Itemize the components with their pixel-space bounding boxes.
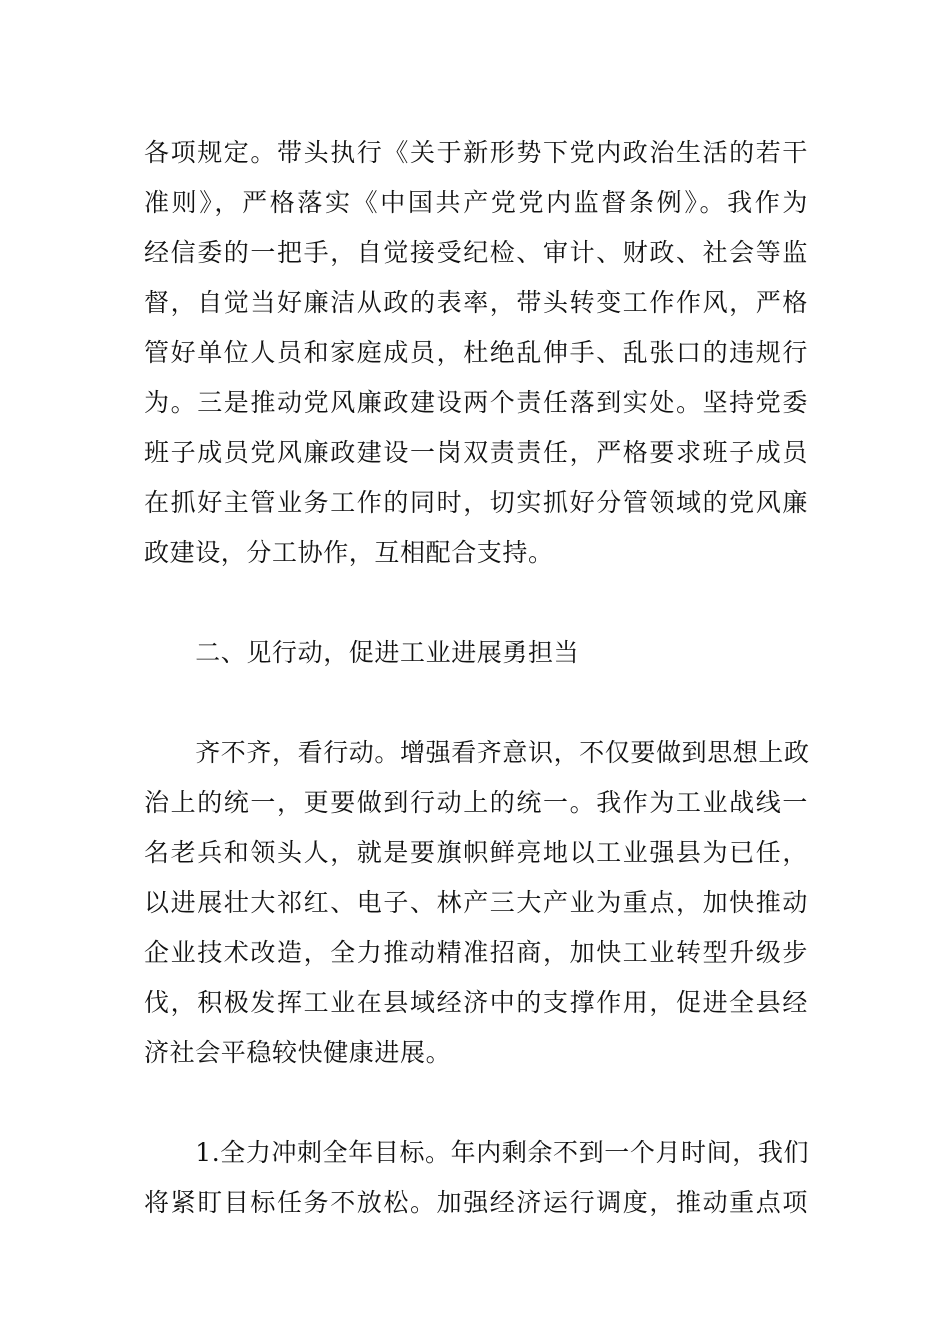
paragraph-line: 在抓好主管业务工作的同时，切实抓好分管领域的党风廉 <box>144 488 808 517</box>
paragraph-spacer <box>144 678 808 728</box>
paragraph-spacer <box>144 1078 808 1128</box>
paragraph-spacer <box>144 578 808 628</box>
document-body <box>144 128 808 1228</box>
section-heading <box>144 628 808 678</box>
paragraph-line: 政建设，分工协作，互相配合支持。 <box>144 538 554 567</box>
paragraph-1 <box>144 128 808 578</box>
paragraph-line: 管好单位人员和家庭成员，杜绝乱伸手、乱张口的违规行 <box>144 338 808 367</box>
paragraph-line: 为。三是推动党风廉政建设两个责任落到实处。坚持党委 <box>144 388 808 417</box>
paragraph-line: 企业技术改造，全力推动精准招商，加快工业转型升级步 <box>144 938 808 967</box>
paragraph-line: 各项规定。带头执行《关于新形势下党内政治生活的若干 <box>144 138 808 167</box>
section-heading-text: 二、见行动，促进工业进展勇担当 <box>144 638 580 667</box>
paragraph-line: 治上的统一，更要做到行动上的统一。我作为工业战线一 <box>144 788 808 817</box>
paragraph-line: 1.全力冲刺全年目标。年内剩余不到一个月时间，我们 <box>144 1138 810 1167</box>
paragraph-line: 督，自觉当好廉洁从政的表率，带头转变工作作风，严格 <box>144 288 808 317</box>
paragraph-line: 班子成员党风廉政建设一岗双责责任，严格要求班子成员 <box>144 438 808 467</box>
paragraph-3 <box>144 1128 808 1228</box>
paragraph-line: 准则》，严格落实《中国共产党党内监督条例》。我作为 <box>144 188 808 217</box>
paragraph-2 <box>144 728 808 1078</box>
paragraph-line: 名老兵和领头人，就是要旗帜鲜亮地以工业强县为已任， <box>144 838 808 867</box>
paragraph-line: 以进展壮大祁红、电子、林产三大产业为重点，加快推动 <box>144 888 808 917</box>
paragraph-line: 经信委的一把手，自觉接受纪检、审计、财政、社会等监 <box>144 238 808 267</box>
paragraph-line: 济社会平稳较快健康进展。 <box>144 1038 452 1067</box>
paragraph-line: 齐不齐，看行动。增强看齐意识，不仅要做到思想上政 <box>144 738 810 767</box>
paragraph-line: 将紧盯目标任务不放松。加强经济运行调度，推动重点项 <box>144 1188 808 1217</box>
paragraph-line: 伐，积极发挥工业在县域经济中的支撑作用，促进全县经 <box>144 988 808 1017</box>
